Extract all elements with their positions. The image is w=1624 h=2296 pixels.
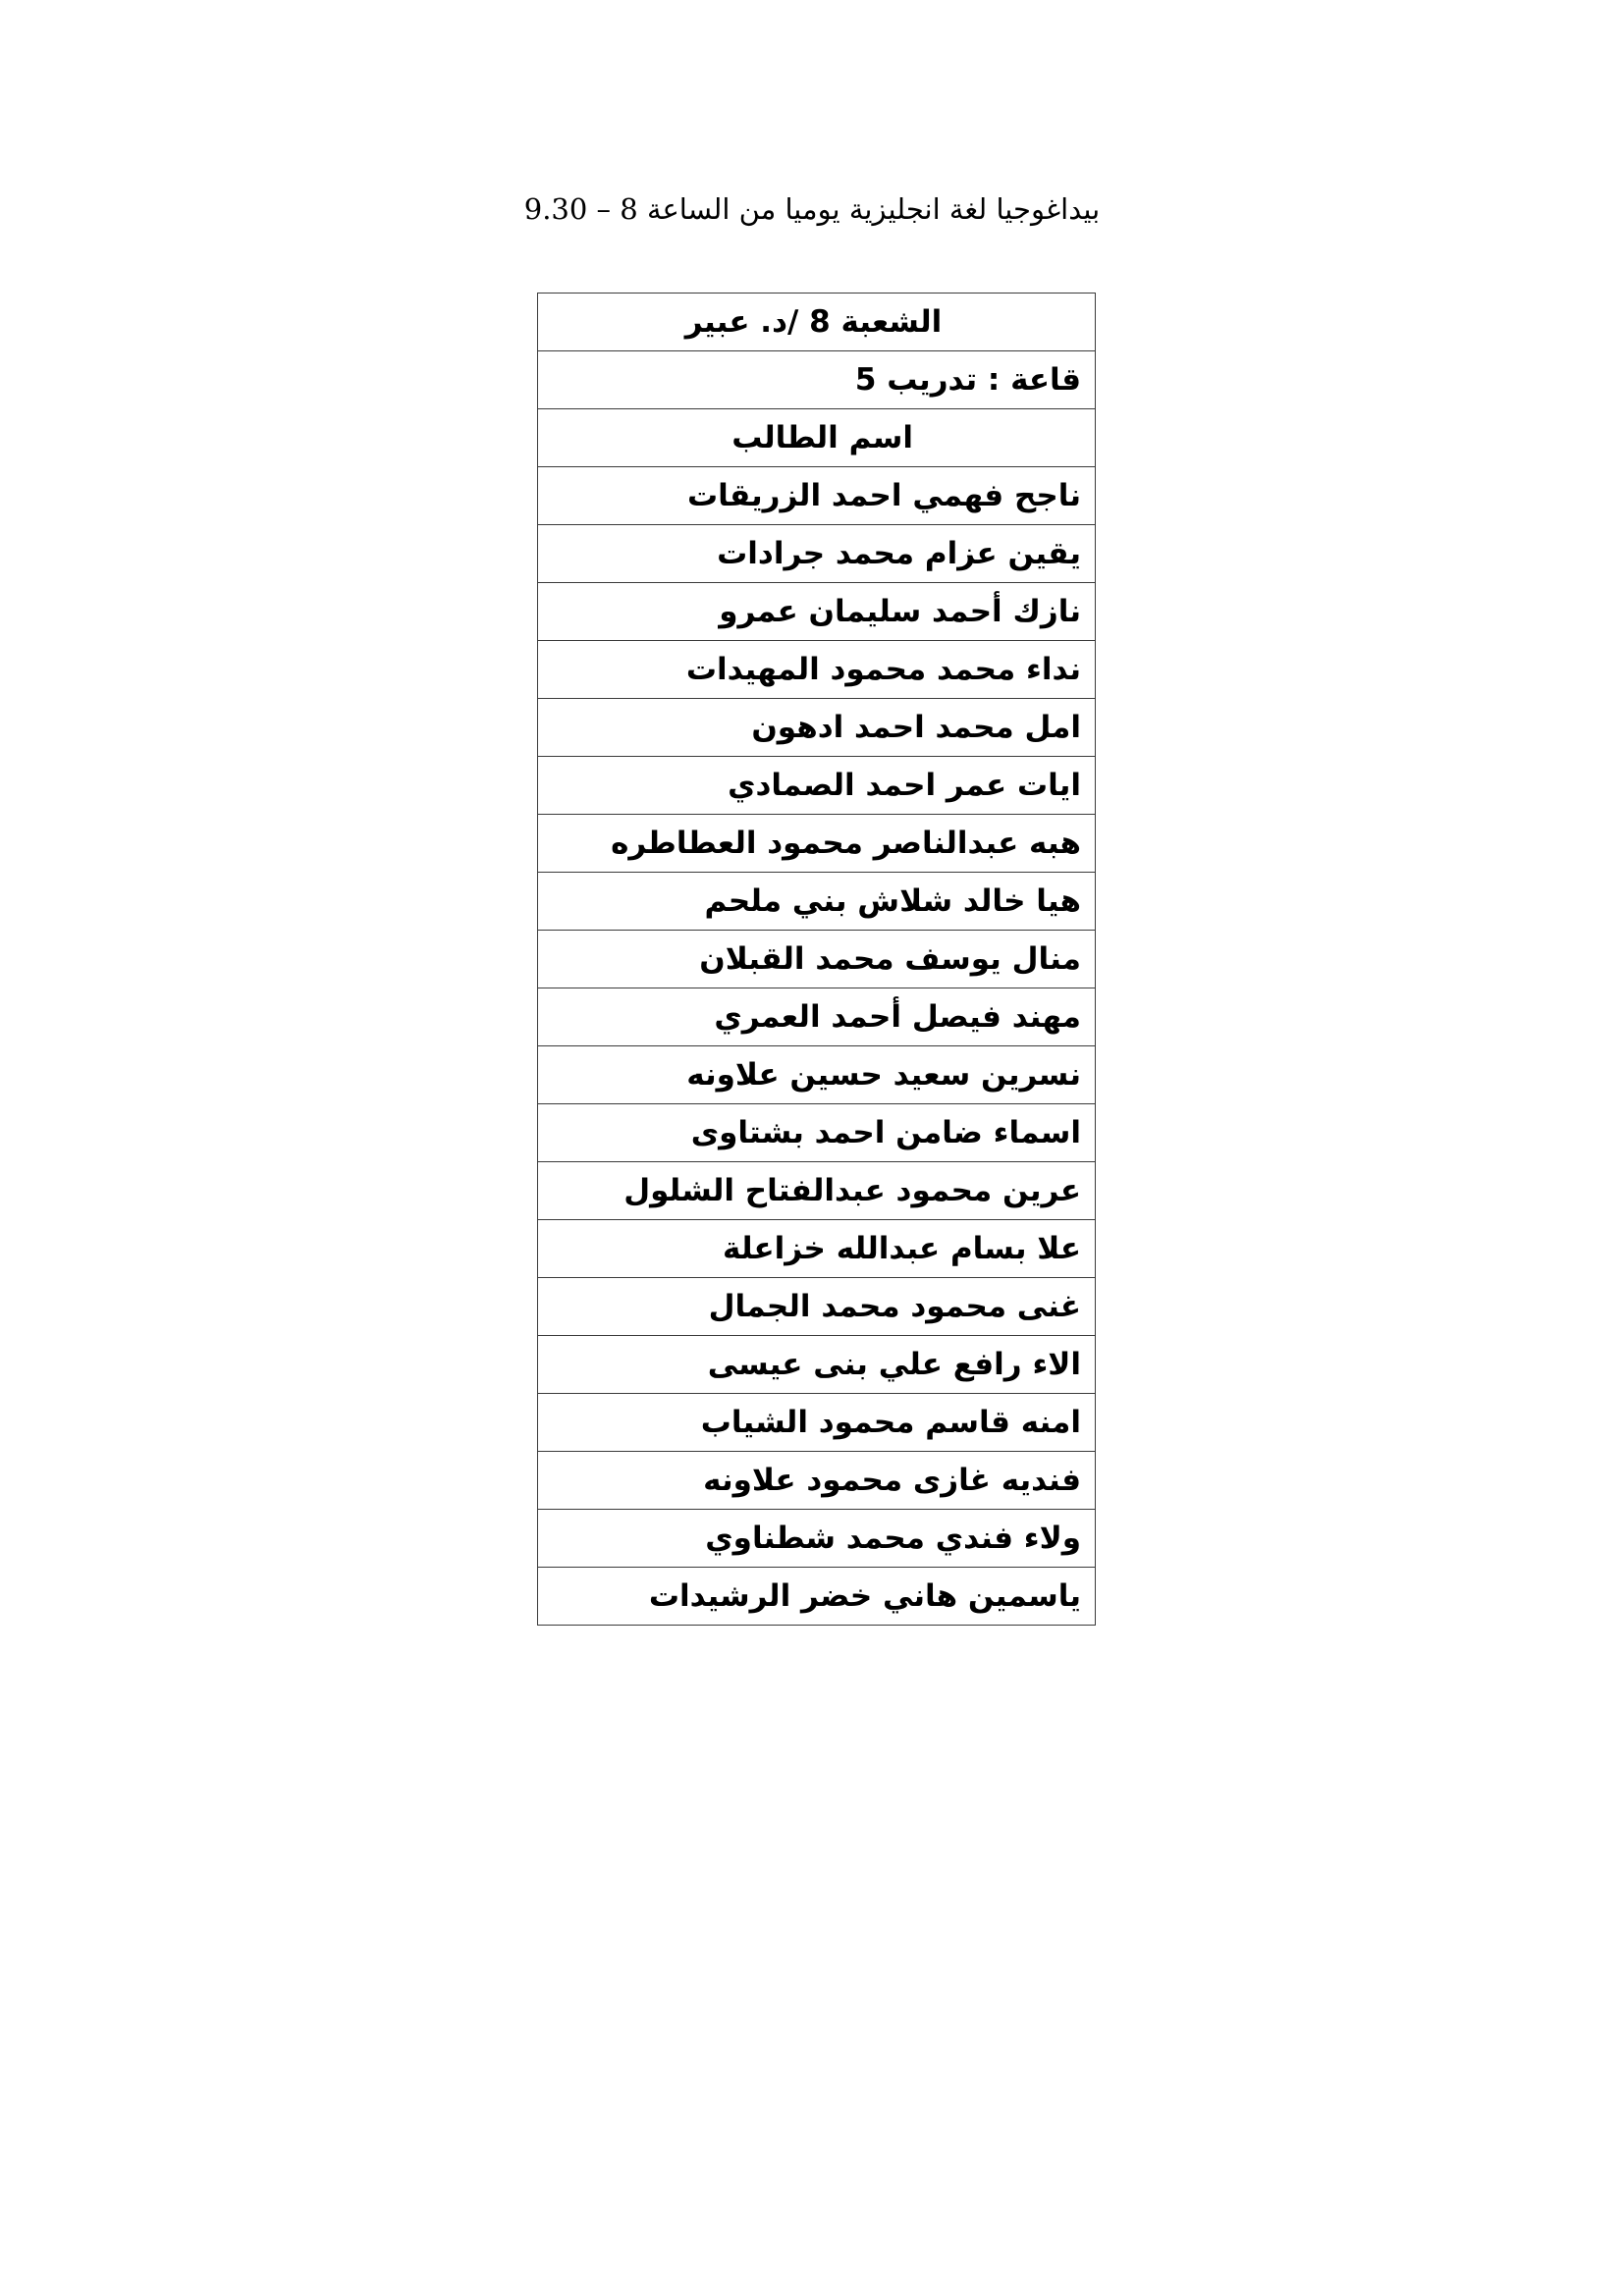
- student-name-cell: هيا خالد شلاش بني ملحم: [538, 873, 1096, 931]
- table-row: [538, 815, 1096, 873]
- student-roster-table: [537, 293, 1096, 1626]
- student-name-cell: اسماء ضامن احمد بشتاوى: [538, 1104, 1096, 1162]
- table-row: [538, 1394, 1096, 1452]
- student-name-cell: عرين محمود عبدالفتاح الشلول: [538, 1162, 1096, 1220]
- table-row: [538, 1104, 1096, 1162]
- student-name-cell: امنه قاسم محمود الشياب: [538, 1394, 1096, 1452]
- student-name-cell: ياسمين هاني خضر الرشيدات: [538, 1568, 1096, 1626]
- table-row: [538, 757, 1096, 815]
- column-header-cell: اسم الطالب: [538, 409, 1096, 467]
- student-name-cell: مهند فيصل أحمد العمري: [538, 988, 1096, 1046]
- student-name-cell: الاء رافع علي بنى عيسى: [538, 1336, 1096, 1394]
- student-name-cell: هبه عبدالناصر محمود العطاطره: [538, 815, 1096, 873]
- table-row: [538, 1568, 1096, 1626]
- student-name-cell: ناجح فهمي احمد الزريقات: [538, 467, 1096, 525]
- page-header: [0, 185, 1624, 234]
- table-row: [538, 931, 1096, 988]
- student-name-cell: غنى محمود محمد الجمال: [538, 1278, 1096, 1336]
- room-row: [538, 351, 1096, 409]
- table-row: [538, 525, 1096, 583]
- column-header-row: [538, 409, 1096, 467]
- student-name-cell: يقين عزام محمد جرادات: [538, 525, 1096, 583]
- student-name-cell: نداء محمد محمود المهيدات: [538, 641, 1096, 699]
- table-row: [538, 1510, 1096, 1568]
- page-title: بيداغوجيا لغة انجليزية يوميا من الساعة 8 – 9.30: [523, 192, 1101, 226]
- student-name-cell: منال يوسف محمد القبلان: [538, 931, 1096, 988]
- table-row: [538, 641, 1096, 699]
- student-name-cell: ولاء فندي محمد شطناوي: [538, 1510, 1096, 1568]
- table-row: [538, 1046, 1096, 1104]
- student-name-cell: نازك أحمد سليمان عمرو: [538, 583, 1096, 641]
- table-row: [538, 1162, 1096, 1220]
- student-name-cell: ايات عمر احمد الصمادي: [538, 757, 1096, 815]
- room-cell: قاعة : تدريب 5: [538, 351, 1096, 409]
- section-cell: الشعبة 8 /د. عبير: [538, 294, 1096, 351]
- student-name-cell: فنديه غازى محمود علاونه: [538, 1452, 1096, 1510]
- table-row: [538, 1278, 1096, 1336]
- table-row: [538, 1336, 1096, 1394]
- student-name-cell: امل محمد احمد ادهون: [538, 699, 1096, 757]
- student-name-cell: نسرين سعيد حسين علاونه: [538, 1046, 1096, 1104]
- table-row: [538, 988, 1096, 1046]
- table-row: [538, 1220, 1096, 1278]
- section-row: [538, 294, 1096, 351]
- student-name-cell: علا بسام عبدالله خزاعلة: [538, 1220, 1096, 1278]
- table-row: [538, 467, 1096, 525]
- table-row: [538, 1452, 1096, 1510]
- table-row: [538, 699, 1096, 757]
- table-row: [538, 583, 1096, 641]
- table-row: [538, 873, 1096, 931]
